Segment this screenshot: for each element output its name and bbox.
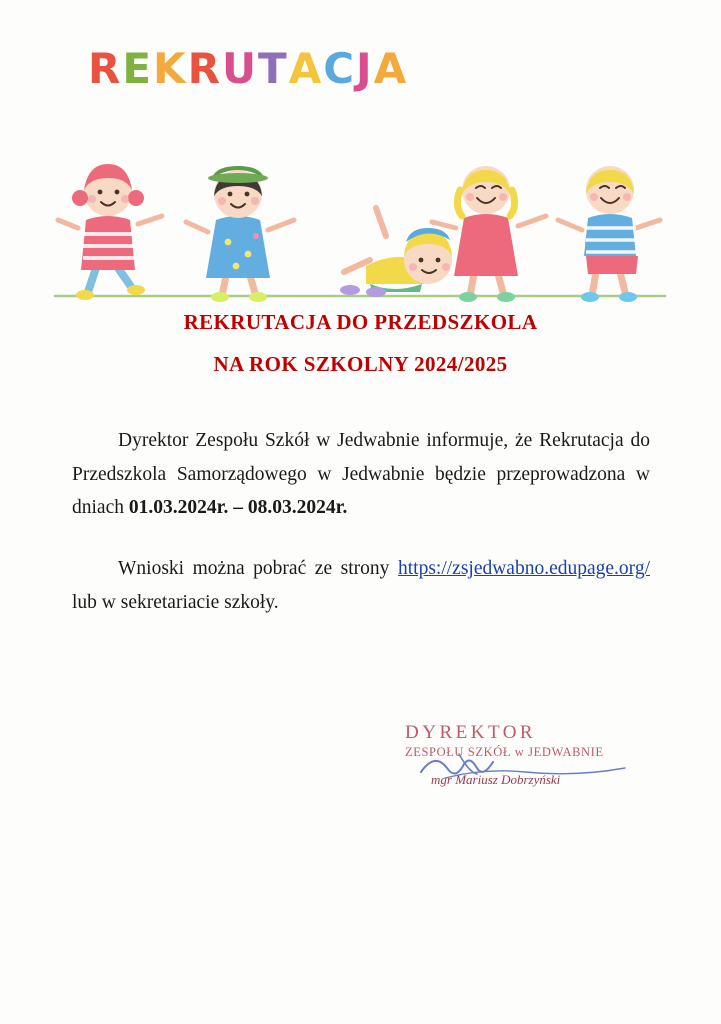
banner-letter-2: K	[153, 44, 188, 93]
paragraph-1-text: Dyrektor Zespołu Szkół w Jedwabnie informuje, że Rekrutacja do Przedszkola Samorządowego w Jedwabnie będzie przeprowadzona w dniach	[72, 430, 650, 519]
banner-letter-3: R	[187, 44, 222, 93]
banner-letter-7: C	[323, 44, 357, 93]
signature-subtitle: ZESPOŁU SZKÓŁ w JEDWABNIE	[405, 745, 604, 759]
director-signature	[405, 722, 655, 812]
banner-letter-4: U	[221, 44, 259, 93]
banner-letter-8: J	[356, 44, 374, 93]
edupage-link[interactable]: https://zsjedwabno.edupage.org/	[397, 558, 650, 579]
figure-boy-striped-shirt	[558, 166, 660, 302]
paragraph-2-text-after: lub w sekretariacie szkoły.	[72, 591, 279, 613]
banner-letter-5: T	[258, 44, 289, 93]
banner-letter-0: R	[88, 44, 123, 93]
banner-letter-6: A	[288, 44, 324, 93]
paragraph-application	[72, 552, 650, 619]
banner-title	[88, 44, 409, 93]
figure-girl-green-hat	[186, 166, 294, 302]
paragraph-2-text-before: Wnioski można pobrać ze strony	[118, 558, 398, 579]
kids-illustration	[40, 150, 680, 310]
kids-illustration-svg	[40, 150, 680, 310]
banner-letter-1: E	[122, 44, 154, 93]
figure-girl-pink-dress	[432, 166, 546, 302]
heading-line-2: NA ROK SZKOLNY 2024/2025	[213, 352, 508, 376]
signature-name: mgr Mariusz Dobrzyński	[431, 772, 561, 787]
banner-letter-9: A	[373, 44, 409, 93]
heading-line-1: REKRUTACJA DO PRZEDSZKOLA	[183, 310, 538, 334]
figure-girl-red-hair	[58, 164, 162, 300]
signature-title: DYREKTOR	[405, 722, 537, 743]
recruitment-dates: 01.03.2024r. – 08.03.2024r.	[128, 497, 348, 519]
paragraph-announcement	[72, 424, 650, 525]
